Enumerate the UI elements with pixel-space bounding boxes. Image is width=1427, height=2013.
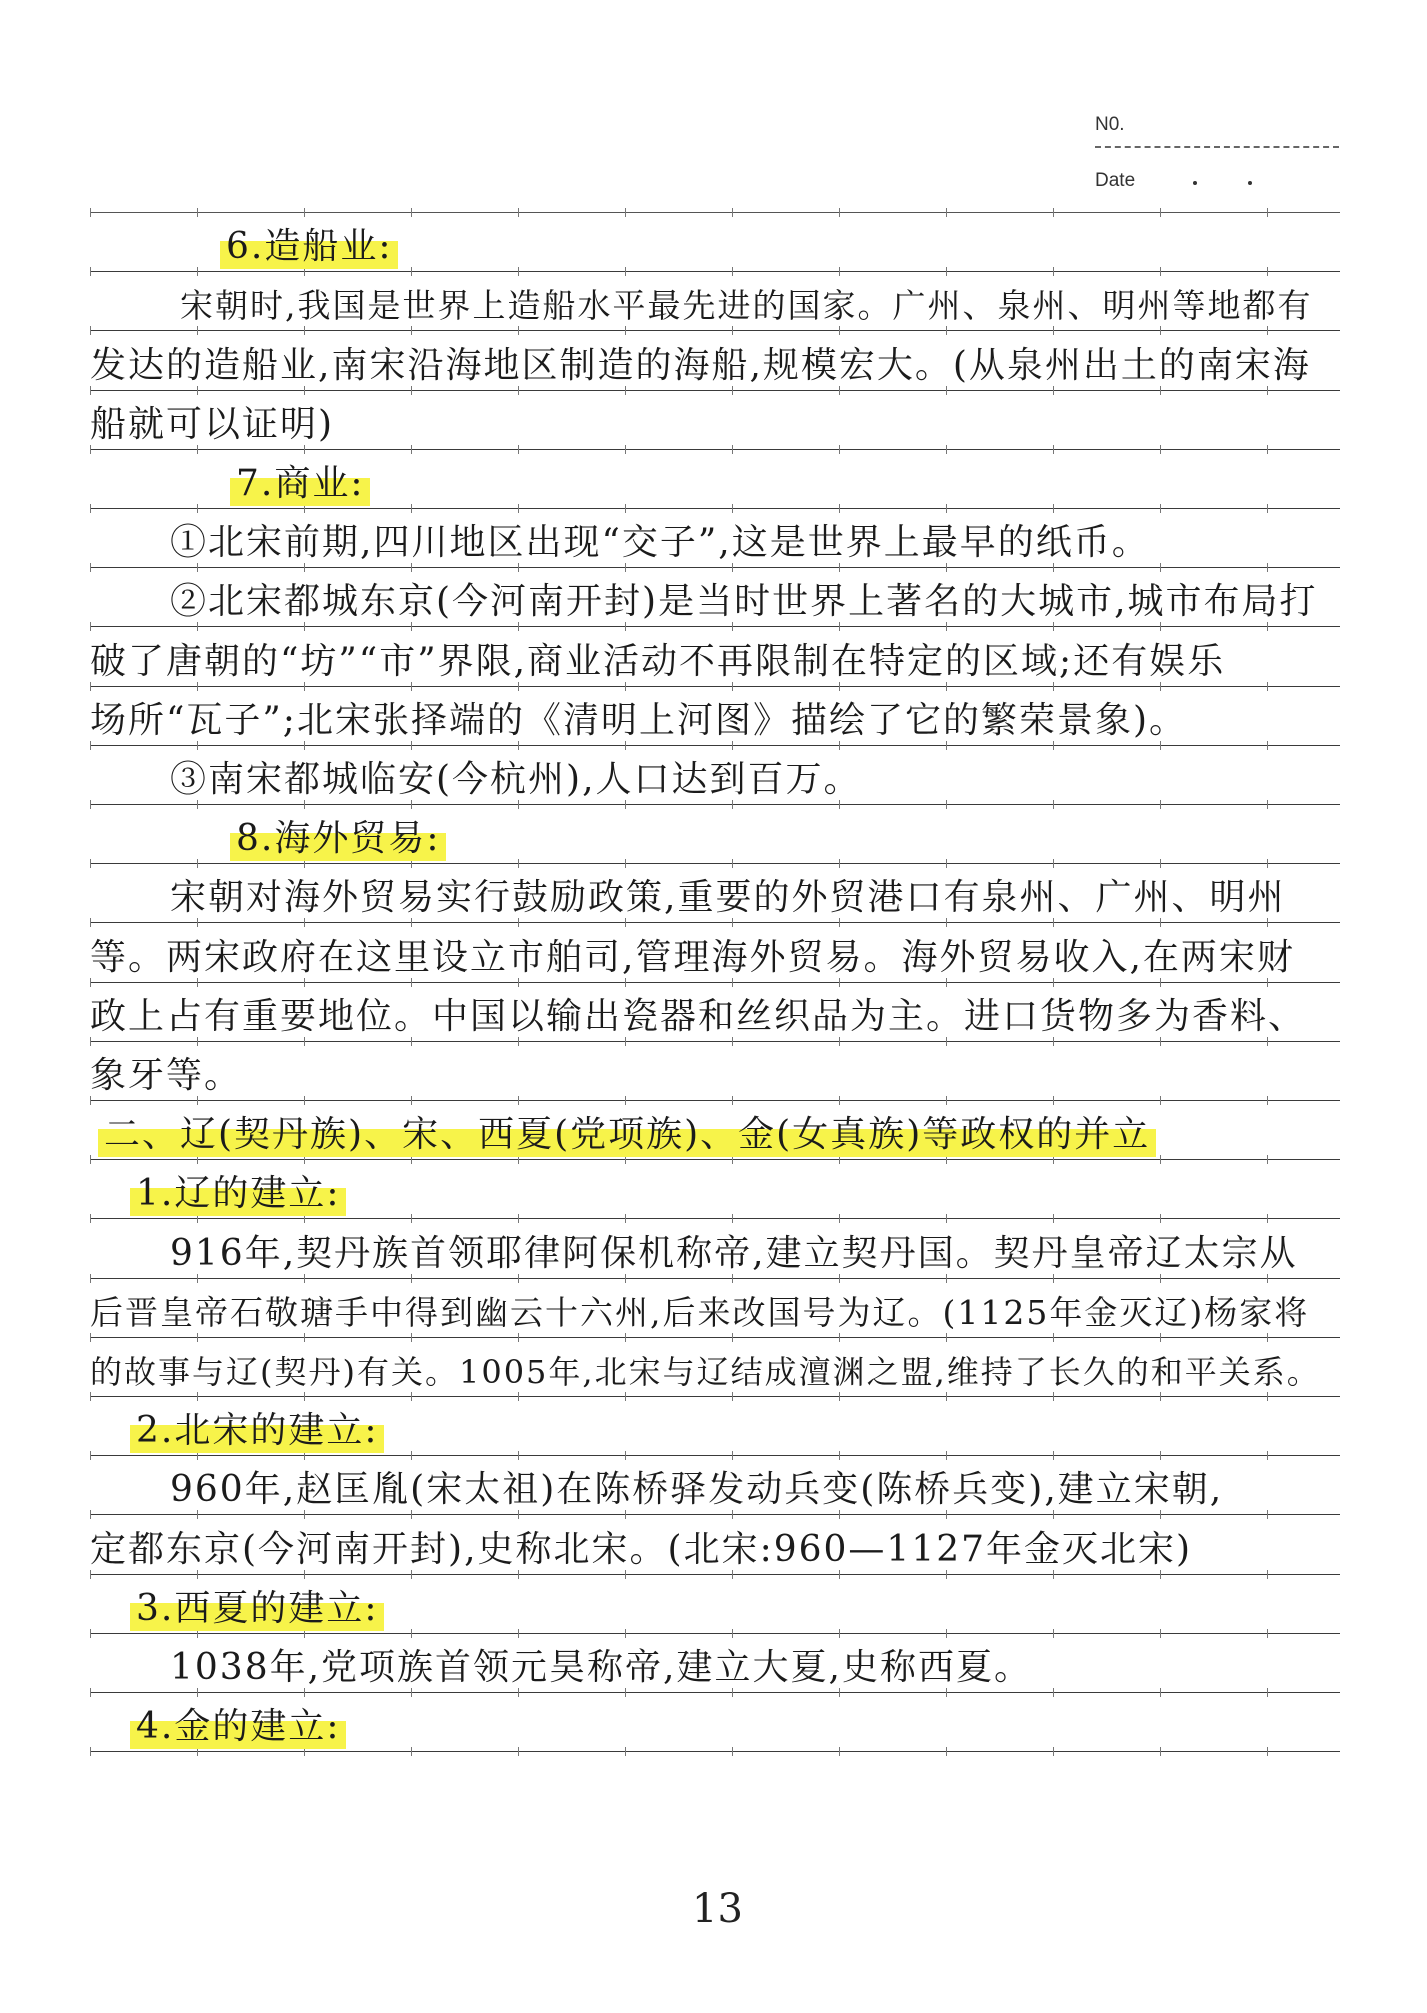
section-heading: [90, 1583, 1340, 1635]
section-heading: [90, 221, 1340, 273]
note-line: [90, 932, 1340, 984]
highlighted-heading-text: 4.金的建立:: [130, 1701, 346, 1753]
highlighted-heading-text: 8.海外贸易:: [230, 813, 446, 865]
highlighted-heading-text: 2.北宋的建立:: [130, 1405, 384, 1457]
note-line-text: 宋朝时,我国是世界上造船水平最先进的国家。广州、泉州、明州等地都有: [180, 286, 1313, 325]
note-line-text: ②北宋都城东京(今河南开封)是当时世界上著名的大城市,城市布局打: [170, 581, 1318, 622]
ruled-line-tick: [197, 208, 198, 217]
note-line: [90, 340, 1340, 392]
note-line-text: 等。两宋政府在这里设立市舶司,管理海外贸易。海外贸易收入,在两宋财: [90, 937, 1295, 978]
note-line-text: 宋朝对海外贸易实行鼓励政策,重要的外贸港口有泉州、广州、明州: [170, 877, 1286, 918]
note-line-text: 场所“瓦子”;北宋张择端的《清明上河图》描绘了它的繁荣景象)。: [90, 700, 1187, 741]
note-line: [90, 1050, 1340, 1102]
ruled-line-tick: [1160, 208, 1161, 217]
highlighted-heading-text: 二、辽(契丹族)、宋、西夏(党项族)、金(女真族)等政权的并立: [98, 1109, 1156, 1161]
note-line-text: 定都东京(今河南开封),史称北宋。(北宋:960—1127年金灭北宋): [90, 1529, 1193, 1570]
ruled-line-tick: [839, 208, 840, 217]
note-line: [90, 517, 1340, 569]
note-line-text: 破了唐朝的“坊”“市”界限,商业活动不再限制在特定的区域;还有娱乐: [90, 641, 1226, 682]
ruled-line-tick: [1053, 208, 1054, 217]
section-heading: [90, 1701, 1340, 1753]
ruled-line-tick: [304, 208, 305, 217]
ruled-line-tick: [90, 208, 91, 217]
date-separator-dot: [1248, 181, 1252, 185]
highlighted-heading-text: 6.造船业:: [220, 221, 398, 273]
highlighted-heading-text: 7.商业:: [230, 458, 370, 510]
date-label: Date: [1095, 170, 1136, 191]
note-line: [90, 991, 1340, 1043]
note-line-text: ①北宋前期,四川地区出现“交子”,这是世界上最早的纸币。: [170, 522, 1150, 563]
note-line-text: 960年,赵匡胤(宋太祖)在陈桥驿发动兵变(陈桥兵变),建立宋朝,: [170, 1469, 1224, 1510]
note-line: [90, 1642, 1340, 1694]
note-line: [90, 1524, 1340, 1576]
ruled-line-tick: [518, 208, 519, 217]
note-line: [90, 1464, 1340, 1516]
note-line: [90, 576, 1340, 628]
highlighted-heading-text: 3.西夏的建立:: [130, 1583, 384, 1635]
note-line: [90, 1228, 1340, 1280]
ruled-line-tick: [732, 208, 733, 217]
note-line: [90, 280, 1340, 332]
ruled-line-tick: [625, 208, 626, 217]
note-line-text: 1038年,党项族首领元昊称帝,建立大夏,史称西夏。: [170, 1647, 1032, 1688]
section-heading: [90, 813, 1340, 865]
page-number-dashed-line: [1095, 146, 1339, 148]
note-line: [90, 1287, 1340, 1339]
note-line: [90, 636, 1340, 688]
section-heading: [90, 1168, 1340, 1220]
note-line-text: 政上占有重要地位。中国以输出瓷器和丝织品为主。进口货物多为香料、: [90, 996, 1307, 1037]
ruled-line-tick: [411, 208, 412, 217]
note-line-text: ③南宋都城临安(今杭州),人口达到百万。: [170, 759, 862, 800]
note-line: [90, 695, 1340, 747]
ruled-line-tick: [1267, 208, 1268, 217]
note-line: [90, 1346, 1340, 1398]
note-line-text: 后晋皇帝石敬瑭手中得到幽云十六州,后来改国号为辽。(1125年金灭辽)杨家将: [90, 1293, 1310, 1332]
section-heading: [90, 1109, 1340, 1161]
note-line-text: 发达的造船业,南宋沿海地区制造的海船,规模宏大。(从泉州出土的南宋海: [90, 345, 1311, 386]
date-separator-dot: [1193, 181, 1197, 185]
note-line: [90, 399, 1340, 451]
note-line: [90, 872, 1340, 924]
page-number-label: N0.: [1095, 114, 1125, 135]
note-line-text: 象牙等。: [90, 1055, 243, 1096]
ruled-line-tick: [946, 208, 947, 217]
note-line: [90, 754, 1340, 806]
page-number: 13: [692, 1886, 743, 1932]
highlighted-heading-text: 1.辽的建立:: [130, 1168, 346, 1220]
section-heading: [90, 458, 1340, 510]
section-heading: [90, 1405, 1340, 1457]
note-line-text: 的故事与辽(契丹)有关。1005年,北宋与辽结成澶渊之盟,维持了长久的和平关系。: [90, 1353, 1321, 1391]
note-line-text: 916年,契丹族首领耶律阿保机称帝,建立契丹国。契丹皇帝辽太宗从: [170, 1233, 1298, 1274]
note-line-text: 船就可以证明): [90, 404, 335, 445]
ruled-line: [90, 212, 1340, 213]
